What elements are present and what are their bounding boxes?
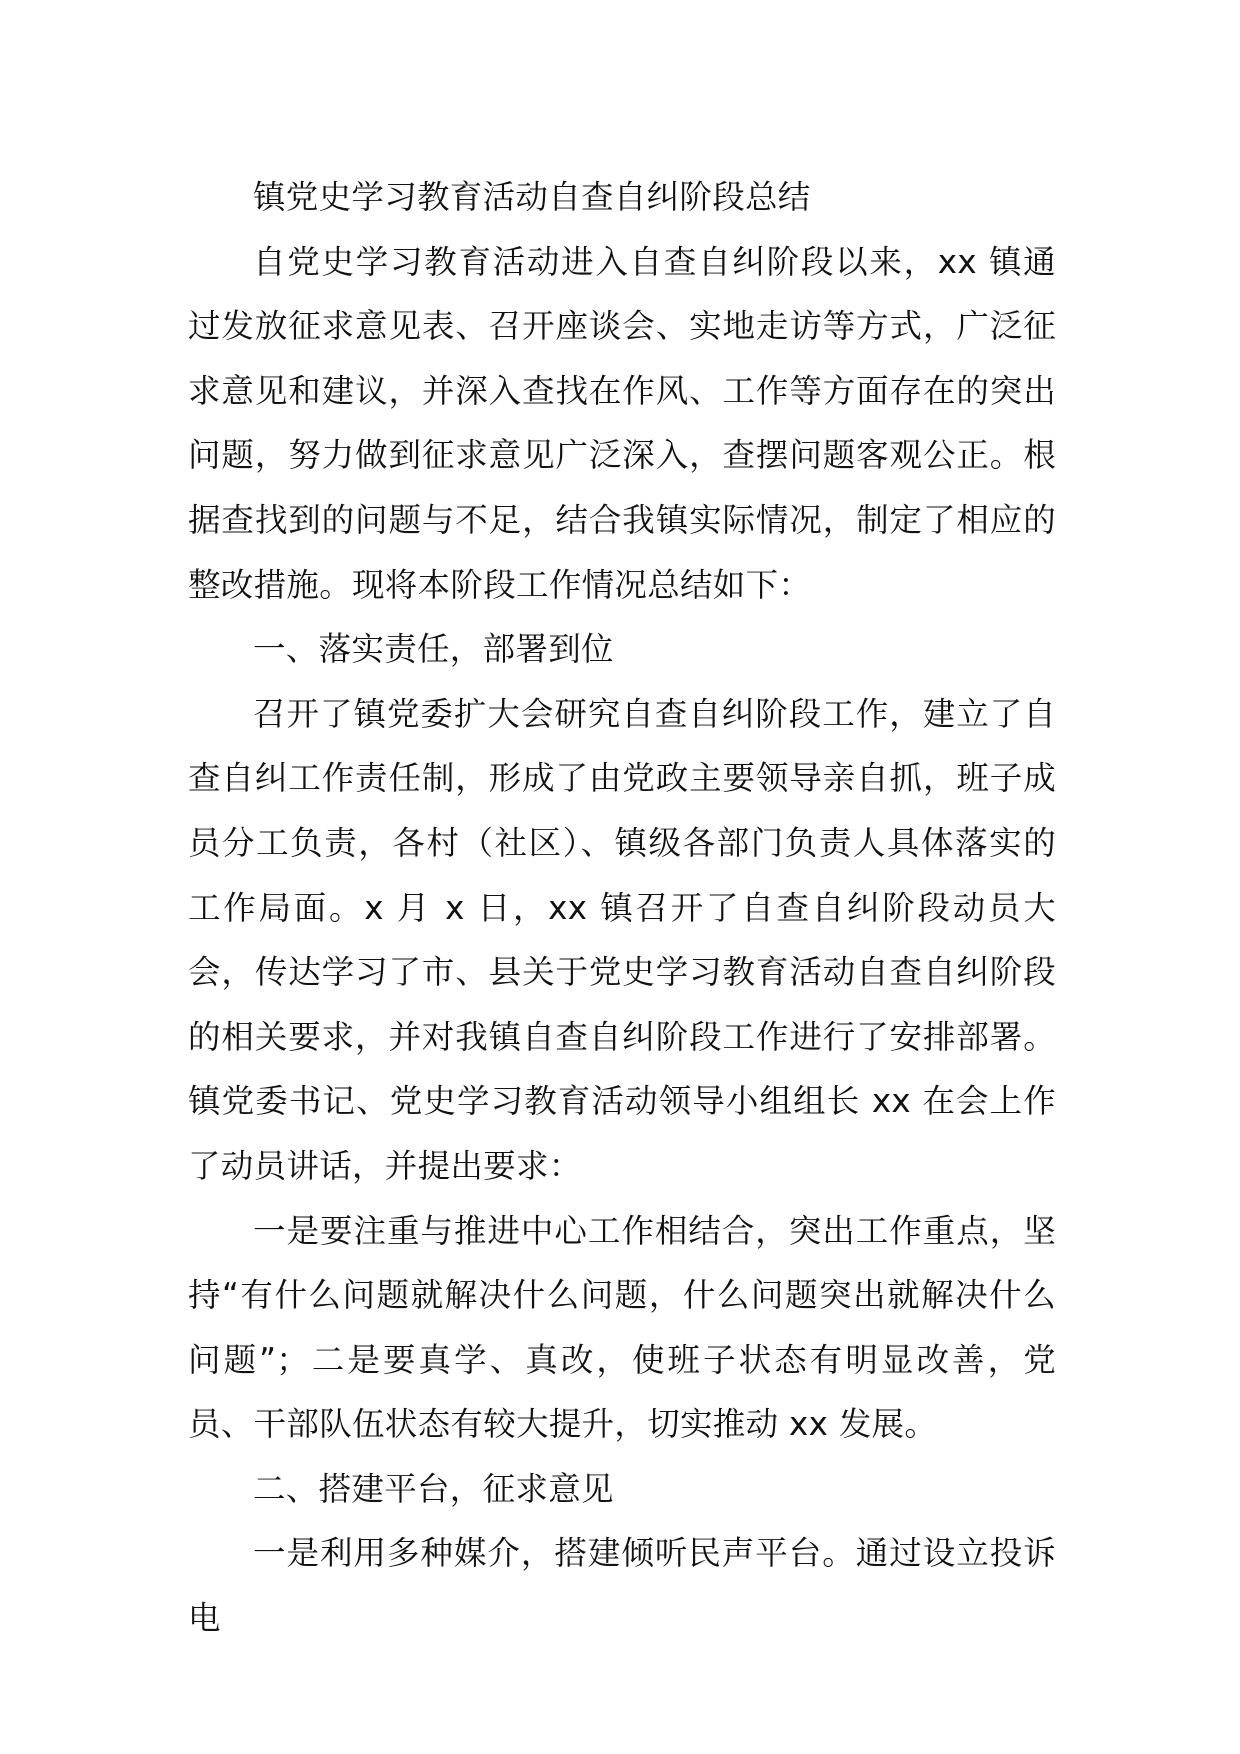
intro-paragraph: 自党史学习教育活动进入自查自纠阶段以来，xx 镇通过发放征求意见表、召开座谈会、实地走访等方式，广泛征求意见和建议，并深入查找在作风、工作等方面存在的突出问题，努力做到征求意见广泛深入，查摆问题客观公正。根据查找到的问题与不足，结合我镇实际情况，制定了相应的整改措施。现将本阶段工作情况总结如下： (188, 242, 1056, 604)
section-1-paragraph-1: 召开了镇党委扩大会研究自查自纠阶段工作，建立了自查自纠工作责任制，形成了由党政主要领导亲自抓，班子成员分工负责，各村（社区）、镇级各部门负责人具体落实的工作局面。x 月 x 日，xx 镇召开了自查自纠阶段动员大会，传达学习了市、县关于党史学习教育活动自查自纠阶段的相关要求，并对我镇自查自纠阶段工作进行了安排部署。镇党委书记、党史学习教育活动领导小组组长 xx 在会上作了动员讲话，并提出要求： (188, 694, 1056, 1185)
section-2-paragraph-1: 一是利用多种媒介，搭建倾听民声平台。通过设立投诉电 (188, 1534, 1056, 1638)
document-title: 镇党史学习教育活动自查自纠阶段总结 (253, 178, 811, 216)
document-body (188, 165, 1056, 1651)
section-heading-2: 二、搭建平台，征求意见 (253, 1469, 614, 1508)
section-1-paragraph-2: 一是要注重与推进中心工作相结合，突出工作重点，坚持“有什么问题就解决什么问题，什么问题突出就解决什么问题”；二是要真学、真改，使班子状态有明显改善，党员、干部队伍状态有较大提升，切实推动 xx 发展。 (188, 1211, 1056, 1444)
section-heading-1: 一、落实责任，部署到位 (253, 630, 614, 669)
